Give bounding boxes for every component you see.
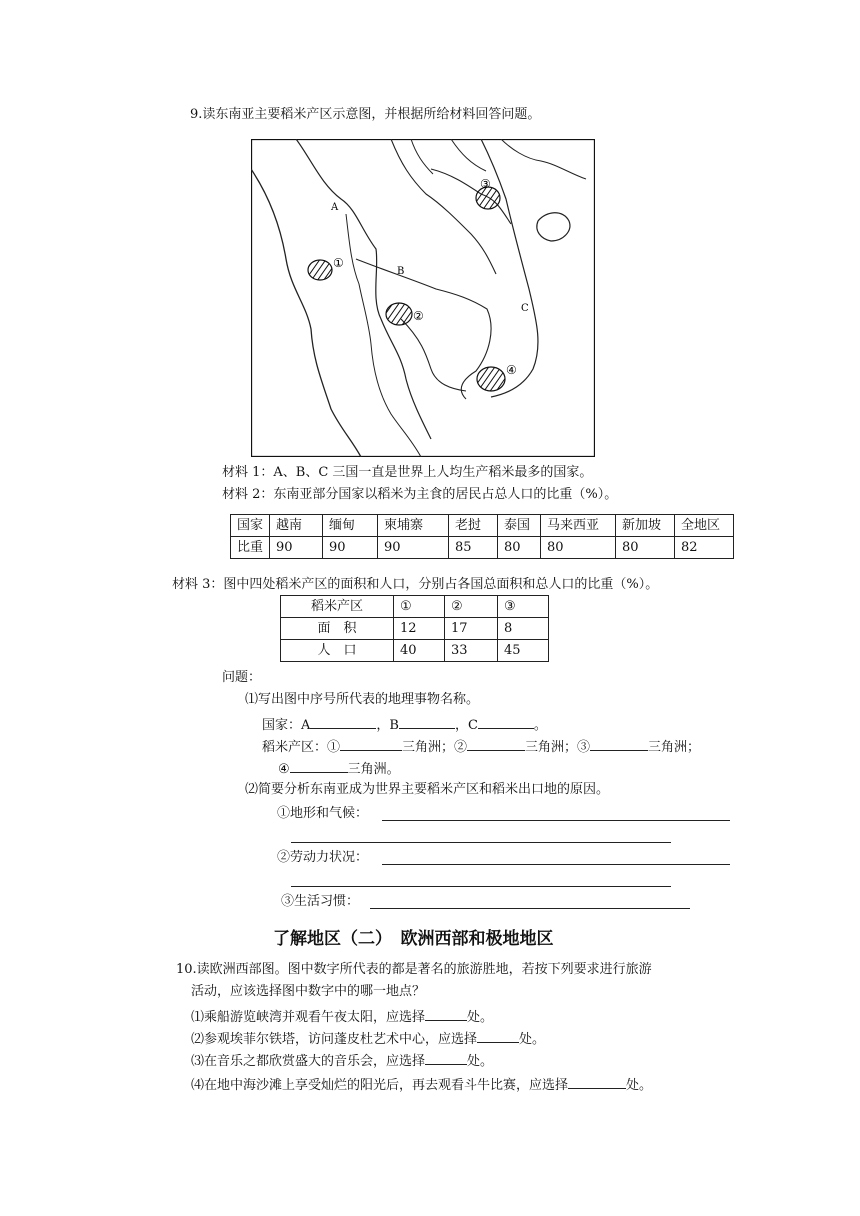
item-3-text: ⑶在音乐之都欣赏盛大的音乐会，应选择	[191, 1054, 426, 1069]
table-cell: 80	[498, 537, 541, 559]
question-9-title: 9.读东南亚主要稻米产区示意图，并根据所给材料回答问题。	[190, 107, 541, 122]
answer-blank-c[interactable]	[478, 716, 534, 729]
item-4-text: ⑷在地中海沙滩上享受灿烂的阳光后，再去观看斗牛比赛，应选择	[191, 1078, 569, 1093]
table-cell: 新加坡	[616, 515, 675, 537]
map-marker-2: ②	[413, 309, 424, 323]
answer-blank-10-2[interactable]	[477, 1030, 519, 1043]
answer-line-terrain[interactable]	[382, 820, 730, 821]
question-10-title-2: 活动，应该选择图中数字中的哪一地点？	[191, 984, 426, 999]
answer-line-habits[interactable]	[370, 908, 690, 909]
country-a-label: 国家：A	[262, 718, 311, 733]
question-10-item-1	[191, 1008, 493, 1026]
table-cell: 80	[541, 537, 616, 559]
table-cell: 缅甸	[323, 515, 378, 537]
table-cell: 人 口	[281, 640, 394, 662]
answer-blank-10-4[interactable]	[568, 1076, 626, 1089]
rice-region-end: 三角洲；	[648, 740, 701, 755]
answer-blank-1[interactable]	[340, 738, 402, 751]
table-cell: 90	[270, 537, 323, 559]
map-marker-4: ④	[506, 363, 517, 377]
table-cell: 12	[394, 618, 445, 640]
rice-share-table	[230, 514, 734, 559]
answer-blank-10-1[interactable]	[425, 1008, 467, 1021]
table-cell: ③	[498, 596, 549, 618]
answer-line-labor-2[interactable]	[291, 886, 671, 887]
answer-blank-2[interactable]	[467, 738, 525, 751]
material-3: 材料 3：图中四处稻米产区的面积和人口，分别占各国总面积和总人口的比重（%）。	[172, 577, 659, 592]
question-10-item-3	[191, 1052, 493, 1070]
country-answer-line	[262, 716, 547, 734]
table-row	[231, 537, 734, 559]
country-b-label: ，B	[376, 718, 399, 733]
questions-label: 问题：	[222, 670, 262, 685]
item-1-suffix: 处。	[467, 1010, 494, 1025]
table-cell: 40	[394, 640, 445, 662]
rice-region-4-label: ④	[278, 762, 290, 777]
item-1-text: ⑴乘船游览峡湾并观看午夜太阳，应选择	[191, 1010, 426, 1025]
table-row	[231, 515, 734, 537]
section-title: 了解地区（二） 欧洲西部和极地地区	[273, 929, 554, 949]
country-c-label: ，C	[454, 718, 478, 733]
answer-blank-4[interactable]	[290, 760, 348, 773]
table-cell: 90	[323, 537, 378, 559]
question-10-item-4	[191, 1076, 652, 1094]
table-cell: 面 积	[281, 618, 394, 640]
rice-region-2-label: 三角洲；②	[402, 740, 468, 755]
rice-region-4-end: 三角洲。	[347, 762, 400, 777]
table-cell: 泰国	[498, 515, 541, 537]
table-cell: 45	[498, 640, 549, 662]
table-cell: 全地区	[675, 515, 734, 537]
table-cell: 33	[445, 640, 498, 662]
country-end: 。	[533, 718, 547, 733]
answer-blank-10-3[interactable]	[425, 1052, 467, 1065]
answer-blank-3[interactable]	[590, 738, 648, 751]
table-cell: 老挝	[449, 515, 498, 537]
rice-region-3-label: 三角洲；③	[525, 740, 591, 755]
table-cell: 90	[378, 537, 449, 559]
table-cell: 85	[449, 537, 498, 559]
question-10-item-2	[191, 1030, 545, 1048]
map-marker-1: ①	[333, 256, 344, 270]
table-cell: 80	[616, 537, 675, 559]
table-cell: ②	[445, 596, 498, 618]
answer-line-labor[interactable]	[382, 864, 730, 865]
answer-blank-a[interactable]	[310, 716, 376, 729]
question-10-title-1: 10.读欧洲西部图。图中数字所代表的都是著名的旅游胜地，若按下列要求进行旅游	[176, 962, 652, 977]
map-label-b: B	[397, 266, 405, 277]
labor-label: ②劳动力状况：	[277, 850, 369, 865]
table-cell: 17	[445, 618, 498, 640]
item-2-text: ⑵参观埃菲尔铁塔，访问蓬皮杜艺术中心，应选择	[191, 1032, 478, 1047]
question-9-2: ⑵简要分析东南亚成为世界主要稻米产区和稻米出口地的原因。	[245, 782, 610, 797]
table-cell: 柬埔寨	[378, 515, 449, 537]
table-cell: ①	[394, 596, 445, 618]
material-1: 材料 1：A、B、C 三国一直是世界上人均生产稻米最多的国家。	[222, 465, 593, 480]
item-2-suffix: 处。	[519, 1032, 546, 1047]
southeast-asia-rice-map	[251, 139, 595, 457]
table-row	[281, 618, 549, 640]
table-row	[281, 596, 549, 618]
material-2: 材料 2：东南亚部分国家以稻米为主食的居民占总人口的比重（%）。	[222, 487, 618, 502]
answer-line-terrain-2[interactable]	[291, 842, 671, 843]
habits-label: ③生活习惯：	[281, 894, 360, 909]
rice-region-4-line	[278, 760, 400, 778]
table-cell: 稻米产区	[281, 596, 394, 618]
table-cell: 比重	[231, 537, 270, 559]
map-marker-3: ③	[480, 177, 491, 191]
answer-blank-b[interactable]	[399, 716, 455, 729]
terrain-climate-label: ①地形和气候：	[277, 806, 369, 821]
rice-region-answer-line	[262, 738, 700, 756]
map-label-c: C	[521, 303, 529, 314]
table-cell: 马来西亚	[541, 515, 616, 537]
table-cell: 82	[675, 537, 734, 559]
table-row	[281, 640, 549, 662]
map-label-a: A	[331, 202, 339, 213]
table-cell: 国家	[231, 515, 270, 537]
rice-region-table	[280, 595, 549, 662]
item-4-suffix: 处。	[626, 1078, 653, 1093]
table-cell: 越南	[270, 515, 323, 537]
table-cell: 8	[498, 618, 549, 640]
rice-region-label: 稻米产区：①	[262, 740, 341, 755]
question-9-1: ⑴写出图中序号所代表的地理事物名称。	[245, 692, 480, 707]
item-3-suffix: 处。	[467, 1054, 494, 1069]
